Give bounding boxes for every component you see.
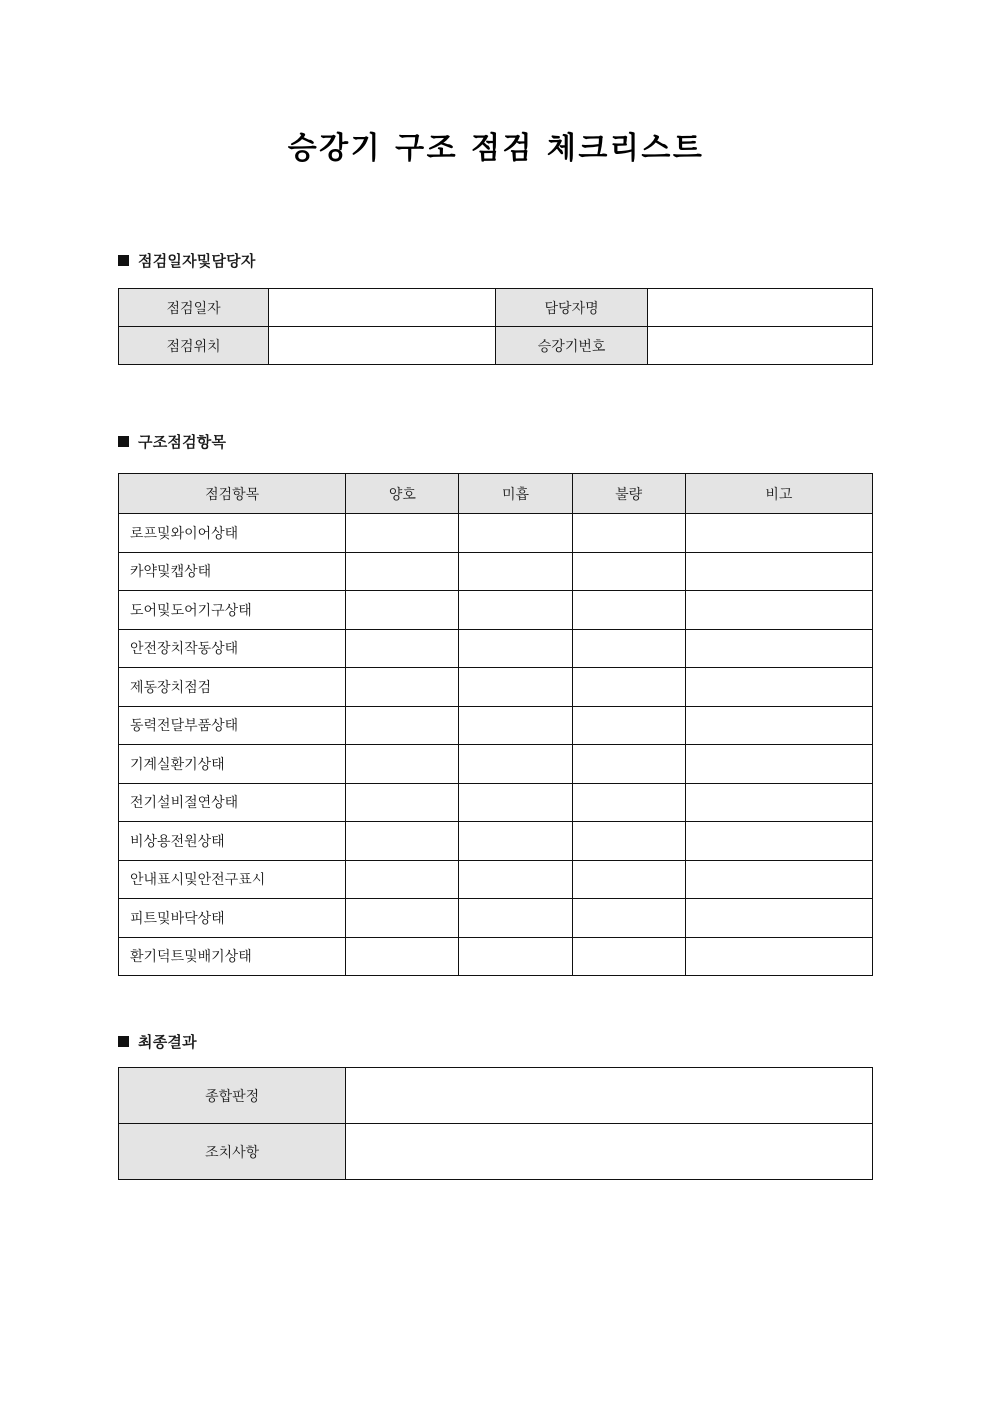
table-row bbox=[119, 552, 873, 591]
inspection-item-good-cell[interactable] bbox=[346, 783, 459, 822]
table-row bbox=[119, 745, 873, 784]
inspection-item-bad-cell[interactable] bbox=[572, 899, 685, 938]
inspection-item-name: 전기설비절연상태 bbox=[119, 783, 346, 822]
inspection-item-name: 비상용전원상태 bbox=[119, 822, 346, 861]
table-row bbox=[119, 289, 873, 327]
inspection-item-note-cell[interactable] bbox=[685, 822, 872, 861]
column-header-good: 양호 bbox=[346, 474, 459, 514]
info-label-cell: 담당자명 bbox=[496, 289, 647, 327]
inspection-item-fair-cell[interactable] bbox=[459, 706, 572, 745]
result-label-cell: 조치사항 bbox=[119, 1124, 346, 1180]
inspection-item-name: 제동장치점검 bbox=[119, 668, 346, 707]
inspection-item-bad-cell[interactable] bbox=[572, 937, 685, 976]
section-heading-inspection-info bbox=[118, 250, 256, 271]
section-heading-label: 최종결과 bbox=[138, 1033, 197, 1051]
inspection-item-bad-cell[interactable] bbox=[572, 591, 685, 630]
inspection-item-bad-cell[interactable] bbox=[572, 860, 685, 899]
inspection-item-name: 안전장치작동상태 bbox=[119, 629, 346, 668]
table-row bbox=[119, 1068, 873, 1124]
inspection-item-fair-cell[interactable] bbox=[459, 899, 572, 938]
info-value-cell[interactable] bbox=[647, 289, 872, 327]
inspection-item-name: 도어및도어기구상태 bbox=[119, 591, 346, 630]
table-row bbox=[119, 629, 873, 668]
inspection-item-name: 동력전달부품상태 bbox=[119, 706, 346, 745]
table-row bbox=[119, 860, 873, 899]
inspection-item-name: 피트및바닥상태 bbox=[119, 899, 346, 938]
column-header-fair: 미흡 bbox=[459, 474, 572, 514]
table-row bbox=[119, 783, 873, 822]
inspection-item-name: 카약및캡상태 bbox=[119, 552, 346, 591]
inspection-item-bad-cell[interactable] bbox=[572, 822, 685, 861]
inspection-item-bad-cell[interactable] bbox=[572, 783, 685, 822]
table-row bbox=[119, 1124, 873, 1180]
info-value-cell[interactable] bbox=[647, 327, 872, 365]
inspection-item-bad-cell[interactable] bbox=[572, 745, 685, 784]
inspection-item-note-cell[interactable] bbox=[685, 899, 872, 938]
table-row bbox=[119, 899, 873, 938]
section-heading-inspection-items bbox=[118, 431, 226, 452]
inspection-item-fair-cell[interactable] bbox=[459, 937, 572, 976]
inspection-item-note-cell[interactable] bbox=[685, 860, 872, 899]
inspection-item-fair-cell[interactable] bbox=[459, 783, 572, 822]
result-value-cell[interactable] bbox=[346, 1068, 873, 1124]
column-header-item: 점검항목 bbox=[119, 474, 346, 514]
column-header-bad: 불량 bbox=[572, 474, 685, 514]
table-row bbox=[119, 937, 873, 976]
inspection-item-bad-cell[interactable] bbox=[572, 514, 685, 553]
inspection-item-good-cell[interactable] bbox=[346, 514, 459, 553]
inspection-item-good-cell[interactable] bbox=[346, 937, 459, 976]
table-row bbox=[119, 668, 873, 707]
info-label-cell: 승강기번호 bbox=[496, 327, 647, 365]
inspection-item-note-cell[interactable] bbox=[685, 783, 872, 822]
inspection-item-bad-cell[interactable] bbox=[572, 629, 685, 668]
section-heading-label: 점검일자및담당자 bbox=[138, 252, 256, 270]
inspection-item-name: 환기덕트및배기상태 bbox=[119, 937, 346, 976]
inspection-item-fair-cell[interactable] bbox=[459, 629, 572, 668]
inspection-item-bad-cell[interactable] bbox=[572, 668, 685, 707]
inspection-item-fair-cell[interactable] bbox=[459, 822, 572, 861]
inspection-info-table bbox=[118, 288, 873, 365]
inspection-item-name: 안내표시및안전구표시 bbox=[119, 860, 346, 899]
inspection-item-note-cell[interactable] bbox=[685, 514, 872, 553]
info-label-cell: 점검일자 bbox=[119, 289, 269, 327]
table-row bbox=[119, 591, 873, 630]
info-value-cell[interactable] bbox=[269, 327, 496, 365]
inspection-item-good-cell[interactable] bbox=[346, 629, 459, 668]
inspection-item-good-cell[interactable] bbox=[346, 860, 459, 899]
page-title: 승강기 구조 점검 체크리스트 bbox=[287, 131, 705, 166]
inspection-item-note-cell[interactable] bbox=[685, 591, 872, 630]
inspection-item-fair-cell[interactable] bbox=[459, 591, 572, 630]
inspection-item-fair-cell[interactable] bbox=[459, 668, 572, 707]
table-header-row bbox=[119, 474, 873, 514]
section-heading-final-result bbox=[118, 1031, 197, 1052]
inspection-item-bad-cell[interactable] bbox=[572, 706, 685, 745]
column-header-note: 비고 bbox=[685, 474, 872, 514]
inspection-item-note-cell[interactable] bbox=[685, 552, 872, 591]
inspection-item-good-cell[interactable] bbox=[346, 591, 459, 630]
table-row bbox=[119, 822, 873, 861]
inspection-item-note-cell[interactable] bbox=[685, 937, 872, 976]
inspection-item-good-cell[interactable] bbox=[346, 706, 459, 745]
final-result-table bbox=[118, 1067, 873, 1180]
inspection-item-note-cell[interactable] bbox=[685, 745, 872, 784]
table-row bbox=[119, 706, 873, 745]
result-label-cell: 종합판정 bbox=[119, 1068, 346, 1124]
inspection-items-table bbox=[118, 473, 873, 976]
section-marker-icon bbox=[118, 255, 129, 266]
inspection-item-fair-cell[interactable] bbox=[459, 552, 572, 591]
section-heading-label: 구조점검항목 bbox=[138, 433, 227, 451]
table-row bbox=[119, 327, 873, 365]
info-label-cell: 점검위치 bbox=[119, 327, 269, 365]
inspection-item-bad-cell[interactable] bbox=[572, 552, 685, 591]
inspection-item-fair-cell[interactable] bbox=[459, 514, 572, 553]
inspection-item-note-cell[interactable] bbox=[685, 706, 872, 745]
inspection-item-good-cell[interactable] bbox=[346, 899, 459, 938]
inspection-item-good-cell[interactable] bbox=[346, 668, 459, 707]
inspection-item-good-cell[interactable] bbox=[346, 552, 459, 591]
inspection-item-note-cell[interactable] bbox=[685, 629, 872, 668]
info-value-cell[interactable] bbox=[269, 289, 496, 327]
inspection-item-name: 기계실환기상태 bbox=[119, 745, 346, 784]
inspection-item-fair-cell[interactable] bbox=[459, 860, 572, 899]
section-marker-icon bbox=[118, 1036, 129, 1047]
inspection-item-good-cell[interactable] bbox=[346, 822, 459, 861]
inspection-item-good-cell[interactable] bbox=[346, 745, 459, 784]
inspection-item-name: 로프및와이어상태 bbox=[119, 514, 346, 553]
result-value-cell[interactable] bbox=[346, 1124, 873, 1180]
inspection-item-note-cell[interactable] bbox=[685, 668, 872, 707]
inspection-item-fair-cell[interactable] bbox=[459, 745, 572, 784]
table-row bbox=[119, 514, 873, 553]
section-marker-icon bbox=[118, 436, 129, 447]
